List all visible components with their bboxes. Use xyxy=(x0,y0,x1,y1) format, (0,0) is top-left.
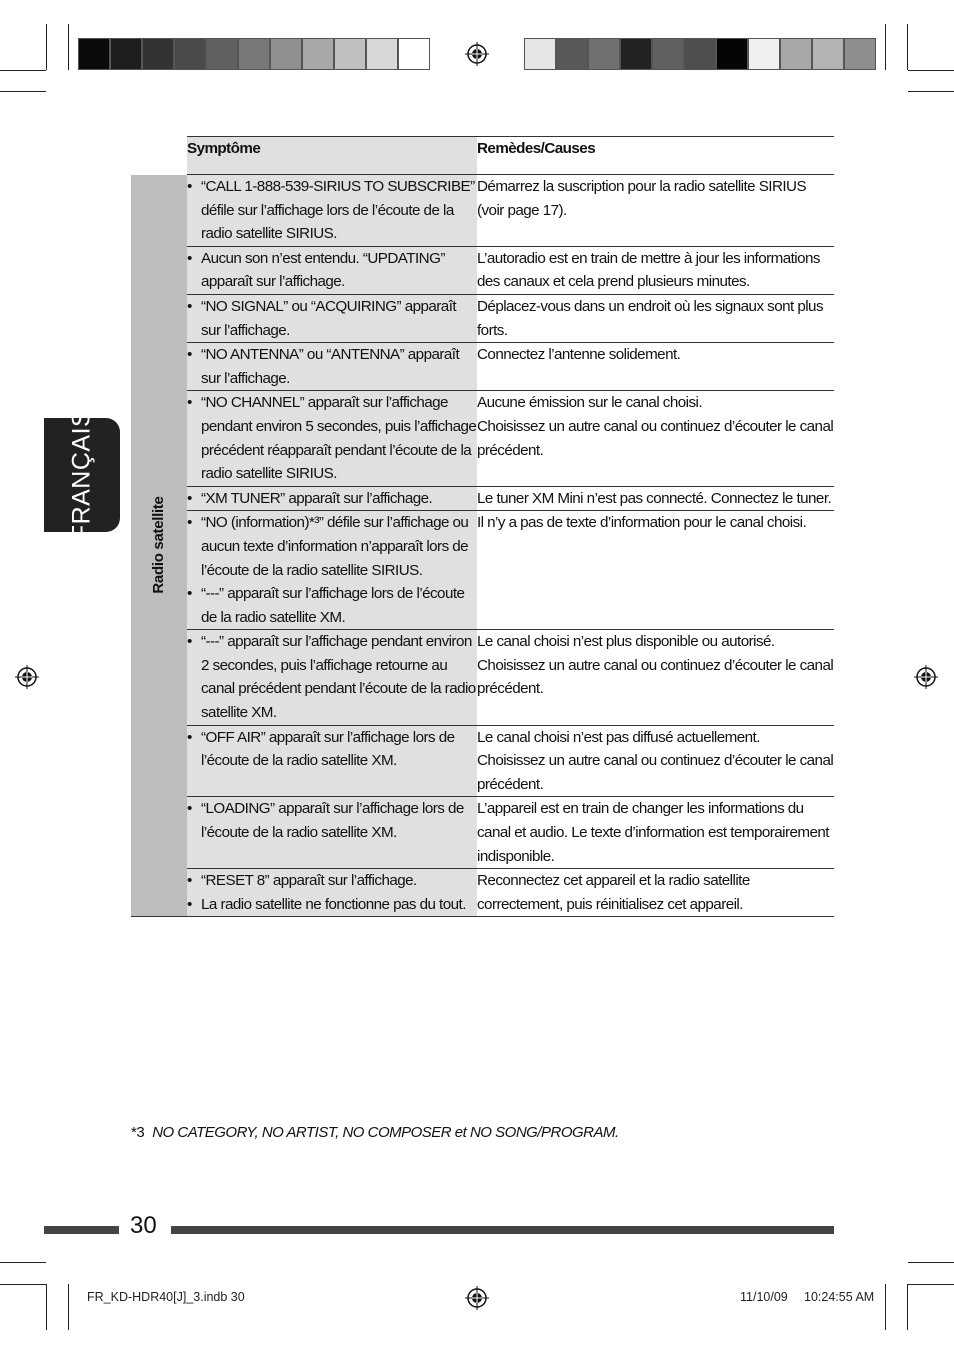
remedy-text: L’autoradio est en train de mettre à jour les informations des canaux et cela prend plusieurs minutes. xyxy=(477,249,820,291)
symptom-item xyxy=(187,391,477,485)
color-swatch xyxy=(174,38,206,70)
footnote-text: NO CATEGORY, NO ARTIST, NO COMPOSER et NO SONG/PROGRAM. xyxy=(152,1124,619,1141)
bullet-icon: • xyxy=(187,872,192,890)
symptom-text: “---” apparaît sur l’affichage pendant environ 2 secondes, puis l’affichage retourne au canal précédent pendant l’écoute de la radio satellite XM. xyxy=(201,633,476,722)
symptom-text: “LOADING” apparaît sur l’affichage lors de l’écoute de la radio satellite XM. xyxy=(201,800,464,842)
table-header-row xyxy=(131,137,834,175)
table-row xyxy=(131,246,834,294)
troubleshooting-table xyxy=(131,136,834,917)
symptom-item xyxy=(187,630,477,724)
remedy-cell xyxy=(477,294,834,342)
remedy-text: Il n’y a pas de texte d’information pour le canal choisi. xyxy=(477,514,807,532)
table-row xyxy=(131,797,834,869)
registration-mark-icon xyxy=(914,665,938,689)
symptom-item xyxy=(187,893,477,917)
symptom-cell xyxy=(187,511,477,630)
bullet-icon: • xyxy=(187,633,192,651)
remedy-cell xyxy=(477,725,834,797)
remedy-cell xyxy=(477,511,834,630)
page-rule-right xyxy=(171,1226,834,1234)
color-swatch xyxy=(334,38,366,70)
remedy-text: Connectez l’antenne solidement. xyxy=(477,346,681,364)
table-row xyxy=(131,294,834,342)
remedy-cell xyxy=(477,486,834,511)
symptom-cell xyxy=(187,797,477,869)
remedy-cell xyxy=(477,797,834,869)
footnote-mark: *3 xyxy=(131,1124,145,1141)
footnote xyxy=(131,1124,619,1141)
page-rule-left xyxy=(44,1226,119,1234)
remedy-cell xyxy=(477,869,834,917)
remedy-cell xyxy=(477,343,834,391)
remedy-cell xyxy=(477,175,834,247)
color-swatch xyxy=(366,38,398,70)
print-footer-date: 11/10/09 xyxy=(740,1290,788,1304)
symptom-item xyxy=(187,511,477,582)
symptom-text: La radio satellite ne fonctionne pas du tout. xyxy=(201,895,466,913)
symptom-item xyxy=(187,247,477,294)
registration-mark-icon xyxy=(465,42,489,66)
symptom-item xyxy=(187,797,477,844)
table-row xyxy=(131,486,834,511)
header-remedy: Remèdes/Causes xyxy=(477,137,834,175)
color-swatch xyxy=(238,38,270,70)
remedy-text: Choisissez un autre canal ou continuez d’écouter le canal précédent. xyxy=(477,752,834,793)
symptom-text: “NO ANTENNA” ou “ANTENNA” apparaît sur l’affichage. xyxy=(201,346,460,387)
symptom-item xyxy=(187,175,477,246)
symptom-cell xyxy=(187,486,477,511)
bullet-icon: • xyxy=(187,346,192,364)
table-row xyxy=(131,511,834,630)
bullet-icon: • xyxy=(187,895,192,913)
remedy-text: Le canal choisi n’est plus disponible ou autorisé. xyxy=(477,633,775,651)
color-swatch xyxy=(110,38,142,70)
remedy-text: Démarrez la suscription pour la radio satellite SIRIUS (voir page 17). xyxy=(477,178,807,219)
symptom-item xyxy=(187,487,477,511)
language-tab xyxy=(44,409,120,541)
color-swatch xyxy=(748,38,780,70)
bullet-icon: • xyxy=(187,394,192,412)
color-swatch xyxy=(142,38,174,70)
remedy-text: Déplacez-vous dans un endroit où les signaux sont plus forts. xyxy=(477,297,823,339)
symptom-text: “OFF AIR” apparaît sur l’affichage lors de l’écoute de la radio satellite XM. xyxy=(201,728,455,770)
header-symptom: Symptôme xyxy=(187,137,477,175)
symptom-item xyxy=(187,582,477,629)
bullet-icon: • xyxy=(187,514,192,532)
registration-mark-icon xyxy=(465,1286,489,1310)
bullet-icon: • xyxy=(187,585,192,603)
symptom-text: Aucun son n’est entendu. “UPDATING” apparaît sur l’affichage. xyxy=(201,249,445,291)
symptom-item xyxy=(187,343,477,390)
symptom-cell xyxy=(187,391,477,486)
table-row xyxy=(131,391,834,486)
symptom-text: “CALL 1-888-539-SIRIUS TO SUBSCRIBE” défile sur l’affichage lors de l’écoute de la radio satellite SIRIUS. xyxy=(201,178,475,243)
color-swatch xyxy=(524,38,556,70)
remedy-cell xyxy=(477,630,834,725)
symptom-text: “NO CHANNEL” apparaît sur l’affichage pendant environ 5 secondes, puis l’affichage précédent réapparaît pendant l’écoute de la radio satellite SIRIUS. xyxy=(201,394,477,483)
color-swatch xyxy=(270,38,302,70)
symptom-item xyxy=(187,869,477,893)
header-spacer xyxy=(131,137,187,175)
color-swatch xyxy=(684,38,716,70)
symptom-item xyxy=(187,295,477,342)
color-swatch xyxy=(652,38,684,70)
symptom-text: “NO (information)*³” défile sur l’affichage ou aucun texte d’information n’apparaît lors de l’écoute de la radio satellite SIRIUS. xyxy=(201,514,469,579)
color-swatch xyxy=(780,38,812,70)
print-footer-file: FR_KD-HDR40[J]_3.indb 30 xyxy=(87,1290,245,1304)
color-swatch xyxy=(812,38,844,70)
table-row xyxy=(131,630,834,725)
table-row xyxy=(131,725,834,797)
bullet-icon: • xyxy=(187,178,192,195)
remedy-text: Le tuner XM Mini n’est pas connecté. Connectez le tuner. xyxy=(477,489,832,507)
color-swatch xyxy=(78,38,110,70)
symptom-cell xyxy=(187,294,477,342)
symptom-text: “NO SIGNAL” ou “ACQUIRING” apparaît sur l’affichage. xyxy=(201,297,457,339)
symptom-cell xyxy=(187,630,477,725)
print-footer-time: 10:24:55 AM xyxy=(804,1290,875,1304)
category-label: Radio satellite xyxy=(150,496,168,595)
color-swatch xyxy=(206,38,238,70)
bullet-icon: • xyxy=(187,489,192,507)
bullet-icon: • xyxy=(187,249,192,267)
color-swatch xyxy=(398,38,430,70)
symptom-cell xyxy=(187,725,477,797)
symptom-cell xyxy=(187,869,477,917)
table-row xyxy=(131,175,834,247)
language-tab-label: FRANÇAIS xyxy=(67,409,96,541)
remedy-text: L’appareil est en train de changer les informations du canal et audio. Le texte d’information est temporairement indisponible. xyxy=(477,800,829,865)
bullet-icon: • xyxy=(187,800,192,818)
symptom-item xyxy=(187,726,477,773)
registration-mark-icon xyxy=(15,665,39,689)
symptom-text: “XM TUNER” apparaît sur l’affichage. xyxy=(201,489,433,507)
remedy-text: Le canal choisi n’est pas diffusé actuellement. xyxy=(477,728,760,746)
table-row xyxy=(131,869,834,917)
color-swatch xyxy=(716,38,748,70)
color-swatch xyxy=(588,38,620,70)
category-cell xyxy=(131,175,187,917)
page-number: 30 xyxy=(130,1212,157,1239)
color-swatch xyxy=(844,38,876,70)
remedy-text: Reconnectez cet appareil et la radio satellite correctement, puis réinitialisez cet appareil. xyxy=(477,872,750,913)
symptom-cell xyxy=(187,175,477,247)
bullet-icon: • xyxy=(187,728,192,746)
color-swatch xyxy=(556,38,588,70)
symptom-text: “RESET 8” apparaît sur l’affichage. xyxy=(201,872,417,890)
symptom-cell xyxy=(187,343,477,391)
table-row xyxy=(131,343,834,391)
symptom-cell xyxy=(187,246,477,294)
symptom-text: “---” apparaît sur l’affichage lors de l’écoute de la radio satellite XM. xyxy=(201,585,465,626)
remedy-text: Aucune émission sur le canal choisi. xyxy=(477,394,703,412)
remedy-cell xyxy=(477,246,834,294)
remedy-text: Choisissez un autre canal ou continuez d’écouter le canal précédent. xyxy=(477,656,834,698)
remedy-text: Choisissez un autre canal ou continuez d’écouter le canal précédent. xyxy=(477,417,834,459)
remedy-cell xyxy=(477,391,834,486)
bullet-icon: • xyxy=(187,297,192,315)
color-swatch xyxy=(620,38,652,70)
color-swatch xyxy=(302,38,334,70)
